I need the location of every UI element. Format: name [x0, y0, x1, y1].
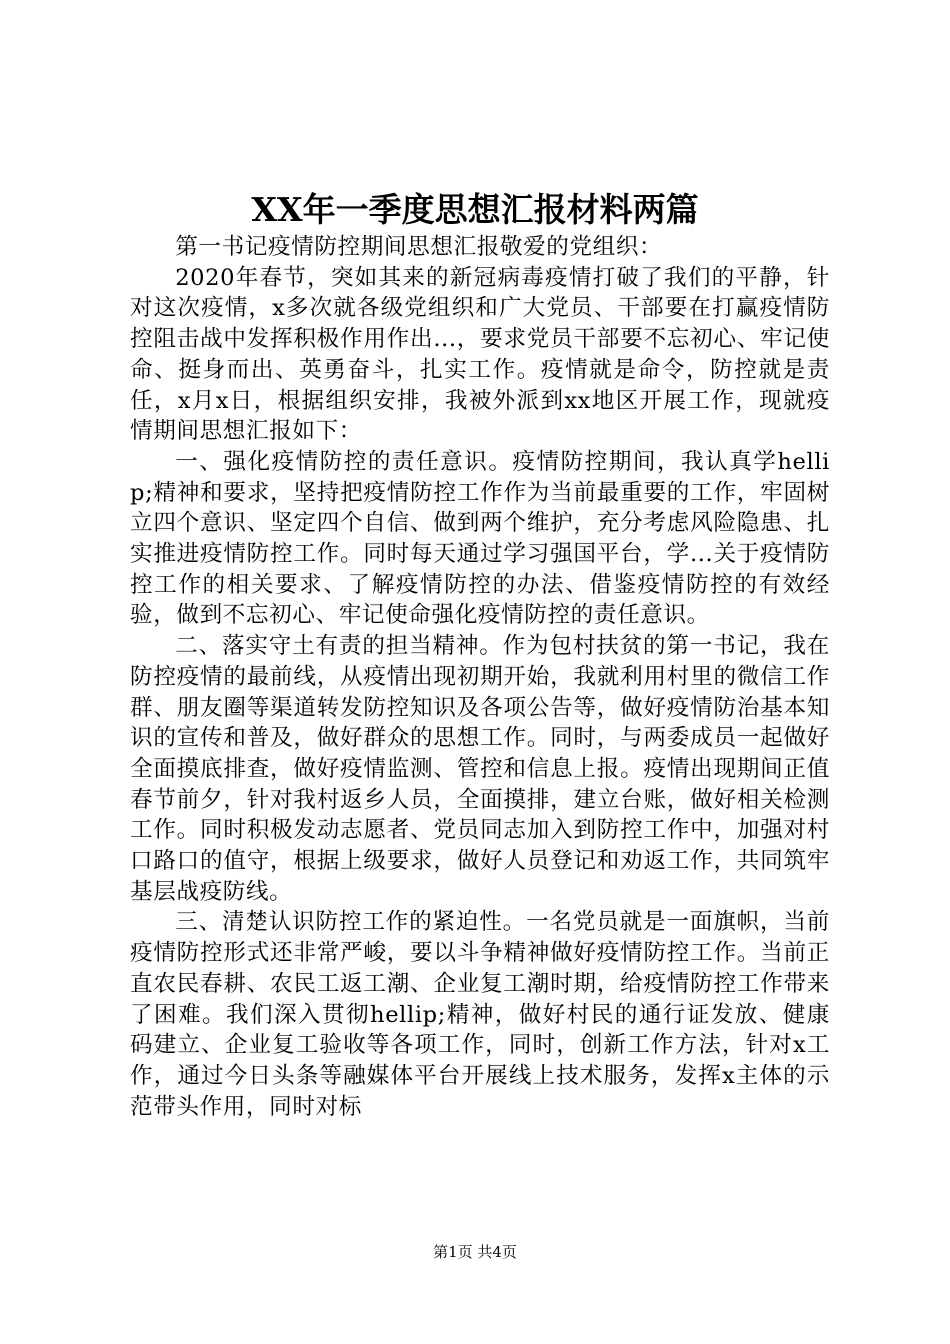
document-body	[130, 232, 830, 1122]
body-paragraph: 三、清楚认识防控工作的紧迫性。一名党员就是一面旗帜，当前疫情防控形式还非常严峻，要以斗争精神做好疫情防控工作。当前正直农民春耕、农民工返工潮、企业复工潮时期，给疫情防控工作带来了困难。我们深入贯彻hellip;精神，做好村民的通行证发放、健康码建立、企业复工验收等各项工作，同时，创新工作方法，针对x工作，通过今日头条等融媒体平台开展线上技术服务，发挥x主体的示范带头作用，同时对标	[130, 909, 830, 1120]
page-number-footer: 第1页 共4页	[433, 1243, 517, 1261]
body-paragraph: 一、强化疫情防控的责任意识。疫情防控期间，我认真学hellip;精神和要求，坚持把疫情防控工作作为当前最重要的工作，牢固树立四个意识、坚定四个自信、做到两个维护，充分考虑风险隐患、扎实推进疫情防控工作。同时每天通过学习强国平台，学...关于疫情防控工作的相关要求、了解疫情防控的办法、借鉴疫情防控的有效经验，做到不忘初心、牢记使命强化疫情防控的责任意识。	[130, 448, 830, 629]
body-paragraph: 二、落实守土有责的担当精神。作为包村扶贫的第一书记，我在防控疫情的最前线，从疫情出现初期开始，我就利用村里的微信工作群、朋友圈等渠道转发防控知识及各项公告等，做好疫情防治基本知识的宣传和普及，做好群众的思想工作。同时，与两委成员一起做好全面摸底排查，做好疫情监测、管控和信息上报。疫情出现期间正值春节前夕，针对我村返乡人员，全面摸排，建立台账，做好相关检测工作。同时积极发动志愿者、党员同志加入到防控工作中，加强对村口路口的值守，根据上级要求，做好人员登记和劝返工作，共同筑牢基层战疫防线。	[130, 633, 830, 905]
body-paragraph: 第一书记疫情防控期间思想汇报敬爱的党组织：	[175, 234, 663, 260]
document-title: XX年一季度思想汇报材料两篇	[251, 190, 699, 229]
body-paragraph: 2020年春节，突如其来的新冠病毒疫情打破了我们的平静，针对这次疫情，x多次就各级党组织和广大党员、干部要在打赢疫情防控阻击战中发挥积极作用作出...，要求党员干部要不忘初心、牢记使命、挺身而出、英勇奋斗，扎实工作。疫情就是命令，防控就是责任，x月x日，根据组织安排，我被外派到xx地区开展工作，现就疫情期间思想汇报如下：	[130, 264, 830, 445]
